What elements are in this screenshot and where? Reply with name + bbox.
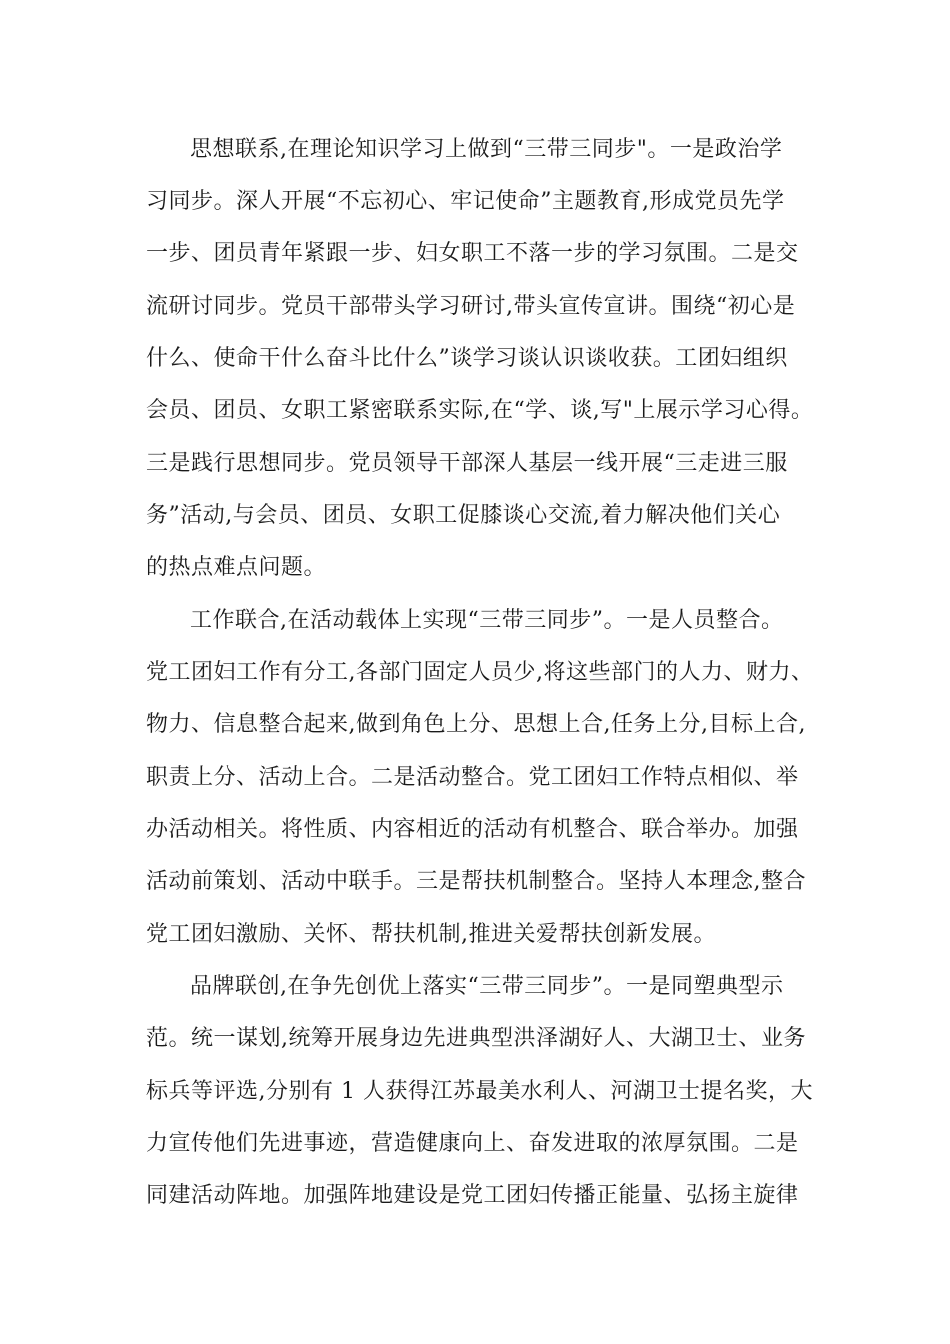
paragraph-1-line-7: 三是践行思想同步。党员领导干部深人基层一线开展“三走进三服 — [146, 451, 788, 476]
paragraph-1-line-8: 务”活动,与会员、团员、女职工促膝谈心交流,着力解决他们关心 — [146, 503, 781, 528]
paragraph-2-line-7: 党工团妇激励、关怀、帮扶机制,推进关爱帮扶创新发展。 — [146, 922, 716, 947]
paragraph-3-line-2: 范。统一谋划,统筹开展身边先进典型洪泽湖好人、大湖卫士、业务 — [146, 1026, 806, 1051]
paragraph-3-line-5: 同建活动阵地。加强阵地建设是党工团妇传播正能量、弘扬主旋律 — [146, 1183, 799, 1208]
paragraph-3-line-4: 力宣传他们先进事迹，营造健康向上、奋发进取的浓厚氛围。二是 — [146, 1131, 799, 1156]
paragraph-3-line-3: 标兵等评选,分别有 1 人获得江苏最美水利人、河湖卫士提名奖，大 — [146, 1079, 813, 1104]
paragraph-1-line-3: 一步、团员青年紧跟一步、妇女职工不落一步的学习氛围。二是交 — [146, 241, 799, 266]
paragraph-1-line-1: 思想联系,在理论知识学习上做到“三带三同步"。一是政治学 — [190, 137, 783, 162]
paragraph-1-line-2: 习同步。深人开展“不忘初心、牢记使命”主题教育,形成党员先学 — [146, 189, 785, 214]
paragraph-1-line-4: 流研讨同步。党员干部带头学习研讨,带头宣传宣讲。围绕“初心是 — [146, 294, 796, 319]
paragraph-1-line-9: 的热点难点问题。 — [146, 555, 327, 580]
paragraph-2-line-1: 工作联合,在活动载体上实现“三带三同步”。一是人员整合。 — [190, 608, 784, 633]
paragraph-1-line-5: 什么、使命干什么奋斗比什么”谈学习谈认识谈收获。工团妇组织 — [146, 346, 788, 371]
paragraph-2-line-6: 活动前策划、活动中联手。三是帮扶机制整合。坚持人本理念,整合 — [146, 869, 806, 894]
paragraph-2-line-2: 党工团妇工作有分工,各部门固定人员少,将这些部门的人力、财力、 — [146, 660, 814, 685]
paragraph-2-line-4: 职责上分、活动上合。二是活动整合。党工团妇工作特点相似、举 — [146, 765, 799, 790]
paragraph-3-line-1: 品牌联创,在争先创优上落实“三带三同步”。一是同塑典型示 — [190, 974, 784, 999]
paragraph-1-line-6: 会员、团员、女职工紧密联系实际,在“学、谈,写"上展示学习心得。 — [146, 398, 814, 423]
paragraph-2-line-3: 物力、信息整合起来,做到角色上分、思想上合,任务上分,目标上合, — [146, 712, 806, 737]
paragraph-2-line-5: 办活动相关。将性质、内容相近的活动有机整合、联合举办。加强 — [146, 817, 799, 842]
